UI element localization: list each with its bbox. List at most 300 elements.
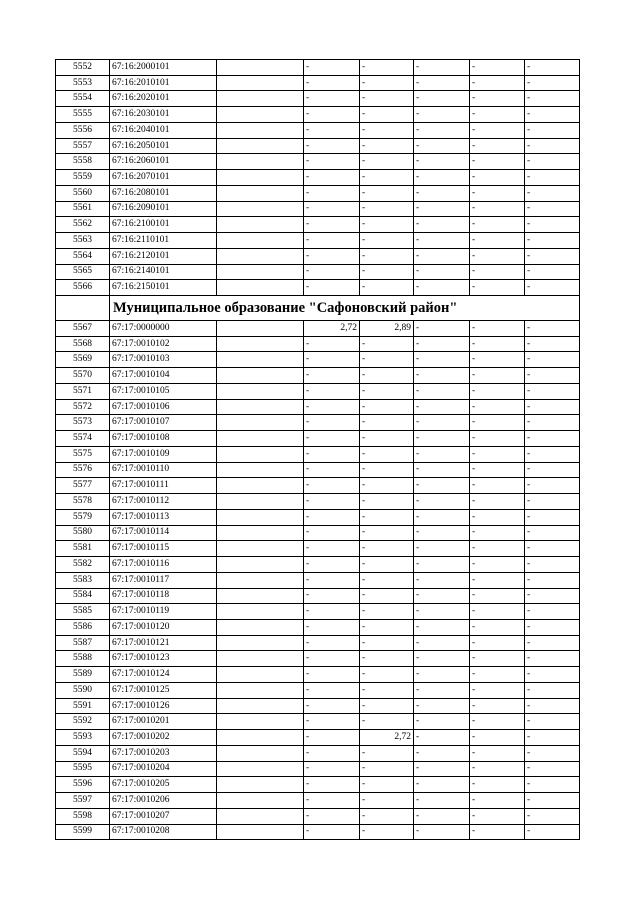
value-cell-5: - xyxy=(525,541,580,557)
value-cell-1: - xyxy=(304,60,360,76)
empty-cell xyxy=(217,415,304,431)
table-row xyxy=(56,352,580,368)
value-cell-1: - xyxy=(304,793,360,809)
value-cell-5: - xyxy=(525,714,580,730)
value-cell-4: - xyxy=(470,572,525,588)
value-cell-5: - xyxy=(525,446,580,462)
value-cell-4: - xyxy=(470,714,525,730)
row-number: 5598 xyxy=(56,808,110,824)
value-cell-5: - xyxy=(525,107,580,123)
value-cell-2: - xyxy=(360,557,414,573)
empty-cell xyxy=(217,122,304,138)
value-cell-5: - xyxy=(525,264,580,280)
value-cell-2: - xyxy=(360,415,414,431)
row-number: 5562 xyxy=(56,217,110,233)
cadastral-code: 67:17:0010126 xyxy=(110,698,217,714)
empty-cell xyxy=(217,808,304,824)
cadastral-code: 67:16:2060101 xyxy=(110,154,217,170)
value-cell-3: - xyxy=(414,415,470,431)
value-cell-2: - xyxy=(360,588,414,604)
empty-cell xyxy=(217,280,304,296)
value-cell-4: - xyxy=(470,541,525,557)
value-cell-4: - xyxy=(470,280,525,296)
value-cell-5: - xyxy=(525,60,580,76)
cadastral-code: 67:17:0010204 xyxy=(110,761,217,777)
value-cell-2: - xyxy=(360,154,414,170)
value-cell-1: - xyxy=(304,201,360,217)
value-cell-4: - xyxy=(470,415,525,431)
value-cell-4: - xyxy=(470,619,525,635)
cadastral-code: 67:17:0010104 xyxy=(110,368,217,384)
value-cell-5: - xyxy=(525,557,580,573)
table-row xyxy=(56,478,580,494)
value-cell-4: - xyxy=(470,698,525,714)
cadastral-code: 67:17:0010113 xyxy=(110,509,217,525)
value-cell-5: - xyxy=(525,217,580,233)
value-cell-1: - xyxy=(304,714,360,730)
row-number: 5557 xyxy=(56,138,110,154)
value-cell-2: - xyxy=(360,91,414,107)
value-cell-4: - xyxy=(470,525,525,541)
value-cell-5: - xyxy=(525,336,580,352)
value-cell-4: - xyxy=(470,336,525,352)
empty-cell xyxy=(217,185,304,201)
value-cell-5: - xyxy=(525,383,580,399)
value-cell-2: - xyxy=(360,248,414,264)
value-cell-2: - xyxy=(360,761,414,777)
empty-cell xyxy=(217,635,304,651)
cadastral-code: 67:17:0010115 xyxy=(110,541,217,557)
value-cell-5: - xyxy=(525,122,580,138)
value-cell-4: - xyxy=(470,233,525,249)
value-cell-2: - xyxy=(360,793,414,809)
table-row xyxy=(56,201,580,217)
table-row xyxy=(56,509,580,525)
empty-cell xyxy=(217,154,304,170)
value-cell-4: - xyxy=(470,446,525,462)
value-cell-2: - xyxy=(360,635,414,651)
table-row xyxy=(56,321,580,337)
table-row xyxy=(56,154,580,170)
table-row xyxy=(56,761,580,777)
value-cell-5: - xyxy=(525,201,580,217)
value-cell-3: - xyxy=(414,824,470,840)
value-cell-2: - xyxy=(360,714,414,730)
value-cell-1: - xyxy=(304,185,360,201)
table-row xyxy=(56,541,580,557)
empty-cell xyxy=(217,525,304,541)
value-cell-2: - xyxy=(360,399,414,415)
value-cell-1: - xyxy=(304,264,360,280)
value-cell-5: - xyxy=(525,75,580,91)
cadastral-code: 67:17:0010201 xyxy=(110,714,217,730)
value-cell-2: - xyxy=(360,509,414,525)
value-cell-3: - xyxy=(414,462,470,478)
value-cell-4: - xyxy=(470,494,525,510)
value-cell-1: - xyxy=(304,541,360,557)
empty-cell xyxy=(217,730,304,746)
table-row xyxy=(56,619,580,635)
table-row xyxy=(56,793,580,809)
cadastral-code: 67:16:2140101 xyxy=(110,264,217,280)
value-cell-1: 2,72 xyxy=(304,321,360,337)
value-cell-1: - xyxy=(304,107,360,123)
row-number: 5566 xyxy=(56,280,110,296)
empty-cell xyxy=(217,793,304,809)
cadastral-code: 67:17:0000000 xyxy=(110,321,217,337)
value-cell-1: - xyxy=(304,170,360,186)
table-row xyxy=(56,107,580,123)
value-cell-2: - xyxy=(360,682,414,698)
table-row xyxy=(56,667,580,683)
value-cell-2: - xyxy=(360,352,414,368)
value-cell-4: - xyxy=(470,808,525,824)
cadastral-code: 67:17:0010107 xyxy=(110,415,217,431)
empty-cell xyxy=(217,431,304,447)
value-cell-4: - xyxy=(470,777,525,793)
value-cell-5: - xyxy=(525,525,580,541)
table-row xyxy=(56,635,580,651)
row-number: 5556 xyxy=(56,122,110,138)
row-number: 5553 xyxy=(56,75,110,91)
value-cell-1: - xyxy=(304,635,360,651)
cadastral-code: 67:17:0010102 xyxy=(110,336,217,352)
row-number: 5587 xyxy=(56,635,110,651)
table-row xyxy=(56,572,580,588)
value-cell-3: - xyxy=(414,667,470,683)
value-cell-1: - xyxy=(304,494,360,510)
value-cell-1: - xyxy=(304,667,360,683)
value-cell-4: - xyxy=(470,824,525,840)
section-number-cell xyxy=(56,296,110,321)
table-row xyxy=(56,415,580,431)
cadastral-code: 67:17:0010118 xyxy=(110,588,217,604)
value-cell-4: - xyxy=(470,170,525,186)
table-row xyxy=(56,122,580,138)
value-cell-4: - xyxy=(470,682,525,698)
empty-cell xyxy=(217,651,304,667)
value-cell-1: - xyxy=(304,431,360,447)
cadastral-code: 67:16:2030101 xyxy=(110,107,217,123)
value-cell-4: - xyxy=(470,509,525,525)
row-number: 5578 xyxy=(56,494,110,510)
value-cell-1: - xyxy=(304,248,360,264)
value-cell-3: - xyxy=(414,107,470,123)
value-cell-3: - xyxy=(414,122,470,138)
value-cell-3: - xyxy=(414,399,470,415)
value-cell-5: - xyxy=(525,509,580,525)
value-cell-1: - xyxy=(304,233,360,249)
value-cell-2: 2,89 xyxy=(360,321,414,337)
value-cell-2: - xyxy=(360,667,414,683)
empty-cell xyxy=(217,462,304,478)
table-row xyxy=(56,60,580,76)
value-cell-4: - xyxy=(470,478,525,494)
value-cell-5: - xyxy=(525,248,580,264)
value-cell-5: - xyxy=(525,399,580,415)
value-cell-1: - xyxy=(304,651,360,667)
value-cell-1: - xyxy=(304,572,360,588)
value-cell-5: - xyxy=(525,368,580,384)
empty-cell xyxy=(217,777,304,793)
value-cell-1: - xyxy=(304,217,360,233)
value-cell-1: - xyxy=(304,619,360,635)
row-number: 5596 xyxy=(56,777,110,793)
value-cell-1: - xyxy=(304,824,360,840)
value-cell-5: - xyxy=(525,588,580,604)
row-number: 5569 xyxy=(56,352,110,368)
value-cell-1: - xyxy=(304,682,360,698)
value-cell-4: - xyxy=(470,431,525,447)
value-cell-3: - xyxy=(414,383,470,399)
value-cell-2: - xyxy=(360,170,414,186)
value-cell-2: - xyxy=(360,824,414,840)
value-cell-5: - xyxy=(525,91,580,107)
value-cell-4: - xyxy=(470,368,525,384)
empty-cell xyxy=(217,494,304,510)
row-number: 5572 xyxy=(56,399,110,415)
table-row xyxy=(56,399,580,415)
empty-cell xyxy=(217,248,304,264)
value-cell-4: - xyxy=(470,321,525,337)
table-row xyxy=(56,185,580,201)
value-cell-1: - xyxy=(304,368,360,384)
table-row xyxy=(56,138,580,154)
table-row xyxy=(56,824,580,840)
value-cell-2: - xyxy=(360,138,414,154)
value-cell-5: - xyxy=(525,667,580,683)
value-cell-2: - xyxy=(360,619,414,635)
value-cell-1: - xyxy=(304,399,360,415)
value-cell-5: - xyxy=(525,170,580,186)
cadastral-code: 67:17:0010117 xyxy=(110,572,217,588)
value-cell-3: - xyxy=(414,682,470,698)
value-cell-4: - xyxy=(470,107,525,123)
cadastral-code: 67:16:2100101 xyxy=(110,217,217,233)
value-cell-2: - xyxy=(360,185,414,201)
value-cell-3: - xyxy=(414,217,470,233)
row-number: 5568 xyxy=(56,336,110,352)
row-number: 5564 xyxy=(56,248,110,264)
row-number: 5552 xyxy=(56,60,110,76)
value-cell-3: - xyxy=(414,321,470,337)
empty-cell xyxy=(217,336,304,352)
value-cell-3: - xyxy=(414,280,470,296)
cadastral-code: 67:17:0010119 xyxy=(110,604,217,620)
value-cell-4: - xyxy=(470,201,525,217)
cadastral-code: 67:16:2020101 xyxy=(110,91,217,107)
cadastral-code: 67:17:0010203 xyxy=(110,745,217,761)
table-row xyxy=(56,557,580,573)
cadastral-code: 67:17:0010105 xyxy=(110,383,217,399)
empty-cell xyxy=(217,541,304,557)
value-cell-2: - xyxy=(360,572,414,588)
cadastral-code: 67:17:0010208 xyxy=(110,824,217,840)
value-cell-2: - xyxy=(360,494,414,510)
row-number: 5585 xyxy=(56,604,110,620)
row-number: 5579 xyxy=(56,509,110,525)
table-row xyxy=(56,525,580,541)
value-cell-2: - xyxy=(360,368,414,384)
cadastral-code: 67:17:0010116 xyxy=(110,557,217,573)
cadastral-code: 67:16:2080101 xyxy=(110,185,217,201)
empty-cell xyxy=(217,619,304,635)
value-cell-3: - xyxy=(414,761,470,777)
row-number: 5597 xyxy=(56,793,110,809)
table-row xyxy=(56,651,580,667)
value-cell-5: - xyxy=(525,824,580,840)
table-row xyxy=(56,588,580,604)
value-cell-1: - xyxy=(304,745,360,761)
value-cell-3: - xyxy=(414,525,470,541)
empty-cell xyxy=(217,698,304,714)
value-cell-4: - xyxy=(470,557,525,573)
value-cell-4: - xyxy=(470,604,525,620)
value-cell-2: - xyxy=(360,541,414,557)
empty-cell xyxy=(217,201,304,217)
row-number: 5586 xyxy=(56,619,110,635)
row-number: 5555 xyxy=(56,107,110,123)
value-cell-4: - xyxy=(470,60,525,76)
value-cell-3: - xyxy=(414,264,470,280)
value-cell-3: - xyxy=(414,60,470,76)
value-cell-2: - xyxy=(360,478,414,494)
empty-cell xyxy=(217,107,304,123)
value-cell-5: - xyxy=(525,494,580,510)
table-body-before xyxy=(56,60,580,296)
value-cell-2: - xyxy=(360,201,414,217)
cadastral-code: 67:17:0010112 xyxy=(110,494,217,510)
table-row xyxy=(56,808,580,824)
cadastral-code: 67:17:0010125 xyxy=(110,682,217,698)
table-row xyxy=(56,280,580,296)
value-cell-3: - xyxy=(414,541,470,557)
value-cell-2: - xyxy=(360,233,414,249)
value-cell-3: - xyxy=(414,336,470,352)
cadastral-code: 67:17:0010123 xyxy=(110,651,217,667)
empty-cell xyxy=(217,60,304,76)
cadastral-code: 67:16:2040101 xyxy=(110,122,217,138)
value-cell-4: - xyxy=(470,745,525,761)
table-row xyxy=(56,217,580,233)
empty-cell xyxy=(217,572,304,588)
section-header-body xyxy=(56,296,580,321)
value-cell-4: - xyxy=(470,248,525,264)
table-row xyxy=(56,383,580,399)
table-row xyxy=(56,336,580,352)
value-cell-5: - xyxy=(525,698,580,714)
cadastral-code: 67:17:0010108 xyxy=(110,431,217,447)
cadastral-code: 67:17:0010109 xyxy=(110,446,217,462)
cadastral-code: 67:17:0010206 xyxy=(110,793,217,809)
row-number: 5574 xyxy=(56,431,110,447)
empty-cell xyxy=(217,91,304,107)
value-cell-1: - xyxy=(304,808,360,824)
value-cell-4: - xyxy=(470,383,525,399)
value-cell-2: - xyxy=(360,431,414,447)
value-cell-4: - xyxy=(470,635,525,651)
empty-cell xyxy=(217,383,304,399)
row-number: 5575 xyxy=(56,446,110,462)
row-number: 5599 xyxy=(56,824,110,840)
value-cell-2: - xyxy=(360,107,414,123)
cadastral-code: 67:17:0010120 xyxy=(110,619,217,635)
value-cell-3: - xyxy=(414,572,470,588)
value-cell-2: - xyxy=(360,525,414,541)
row-number: 5592 xyxy=(56,714,110,730)
cadastral-code: 67:17:0010121 xyxy=(110,635,217,651)
row-number: 5559 xyxy=(56,170,110,186)
value-cell-5: - xyxy=(525,280,580,296)
value-cell-3: - xyxy=(414,352,470,368)
value-cell-2: - xyxy=(360,698,414,714)
value-cell-3: - xyxy=(414,604,470,620)
table-row xyxy=(56,91,580,107)
value-cell-3: - xyxy=(414,75,470,91)
cadastral-code: 67:16:2120101 xyxy=(110,248,217,264)
table-row xyxy=(56,714,580,730)
value-cell-1: - xyxy=(304,525,360,541)
row-number: 5582 xyxy=(56,557,110,573)
value-cell-3: - xyxy=(414,201,470,217)
value-cell-3: - xyxy=(414,588,470,604)
empty-cell xyxy=(217,557,304,573)
cadastral-code: 67:17:0010202 xyxy=(110,730,217,746)
value-cell-1: - xyxy=(304,557,360,573)
row-number: 5558 xyxy=(56,154,110,170)
value-cell-5: - xyxy=(525,415,580,431)
value-cell-5: - xyxy=(525,138,580,154)
cadastral-code: 67:16:2050101 xyxy=(110,138,217,154)
value-cell-2: - xyxy=(360,217,414,233)
value-cell-2: - xyxy=(360,75,414,91)
table-row xyxy=(56,170,580,186)
table-row xyxy=(56,777,580,793)
value-cell-3: - xyxy=(414,494,470,510)
value-cell-3: - xyxy=(414,651,470,667)
cadastral-code: 67:16:2010101 xyxy=(110,75,217,91)
cadastral-code: 67:17:0010205 xyxy=(110,777,217,793)
value-cell-4: - xyxy=(470,122,525,138)
value-cell-2: - xyxy=(360,60,414,76)
value-cell-2: - xyxy=(360,383,414,399)
value-cell-1: - xyxy=(304,138,360,154)
row-number: 5570 xyxy=(56,368,110,384)
value-cell-4: - xyxy=(470,91,525,107)
value-cell-5: - xyxy=(525,352,580,368)
value-cell-1: - xyxy=(304,588,360,604)
value-cell-4: - xyxy=(470,399,525,415)
cadastral-code: 67:17:0010114 xyxy=(110,525,217,541)
value-cell-3: - xyxy=(414,698,470,714)
row-number: 5577 xyxy=(56,478,110,494)
value-cell-1: - xyxy=(304,446,360,462)
value-cell-2: - xyxy=(360,745,414,761)
value-cell-2: - xyxy=(360,122,414,138)
value-cell-4: - xyxy=(470,793,525,809)
row-number: 5567 xyxy=(56,321,110,337)
table-row xyxy=(56,698,580,714)
empty-cell xyxy=(217,509,304,525)
row-number: 5593 xyxy=(56,730,110,746)
value-cell-3: - xyxy=(414,509,470,525)
value-cell-2: - xyxy=(360,777,414,793)
cadastral-code: 67:17:0010111 xyxy=(110,478,217,494)
empty-cell xyxy=(217,824,304,840)
row-number: 5563 xyxy=(56,233,110,249)
empty-cell xyxy=(217,138,304,154)
value-cell-3: - xyxy=(414,233,470,249)
